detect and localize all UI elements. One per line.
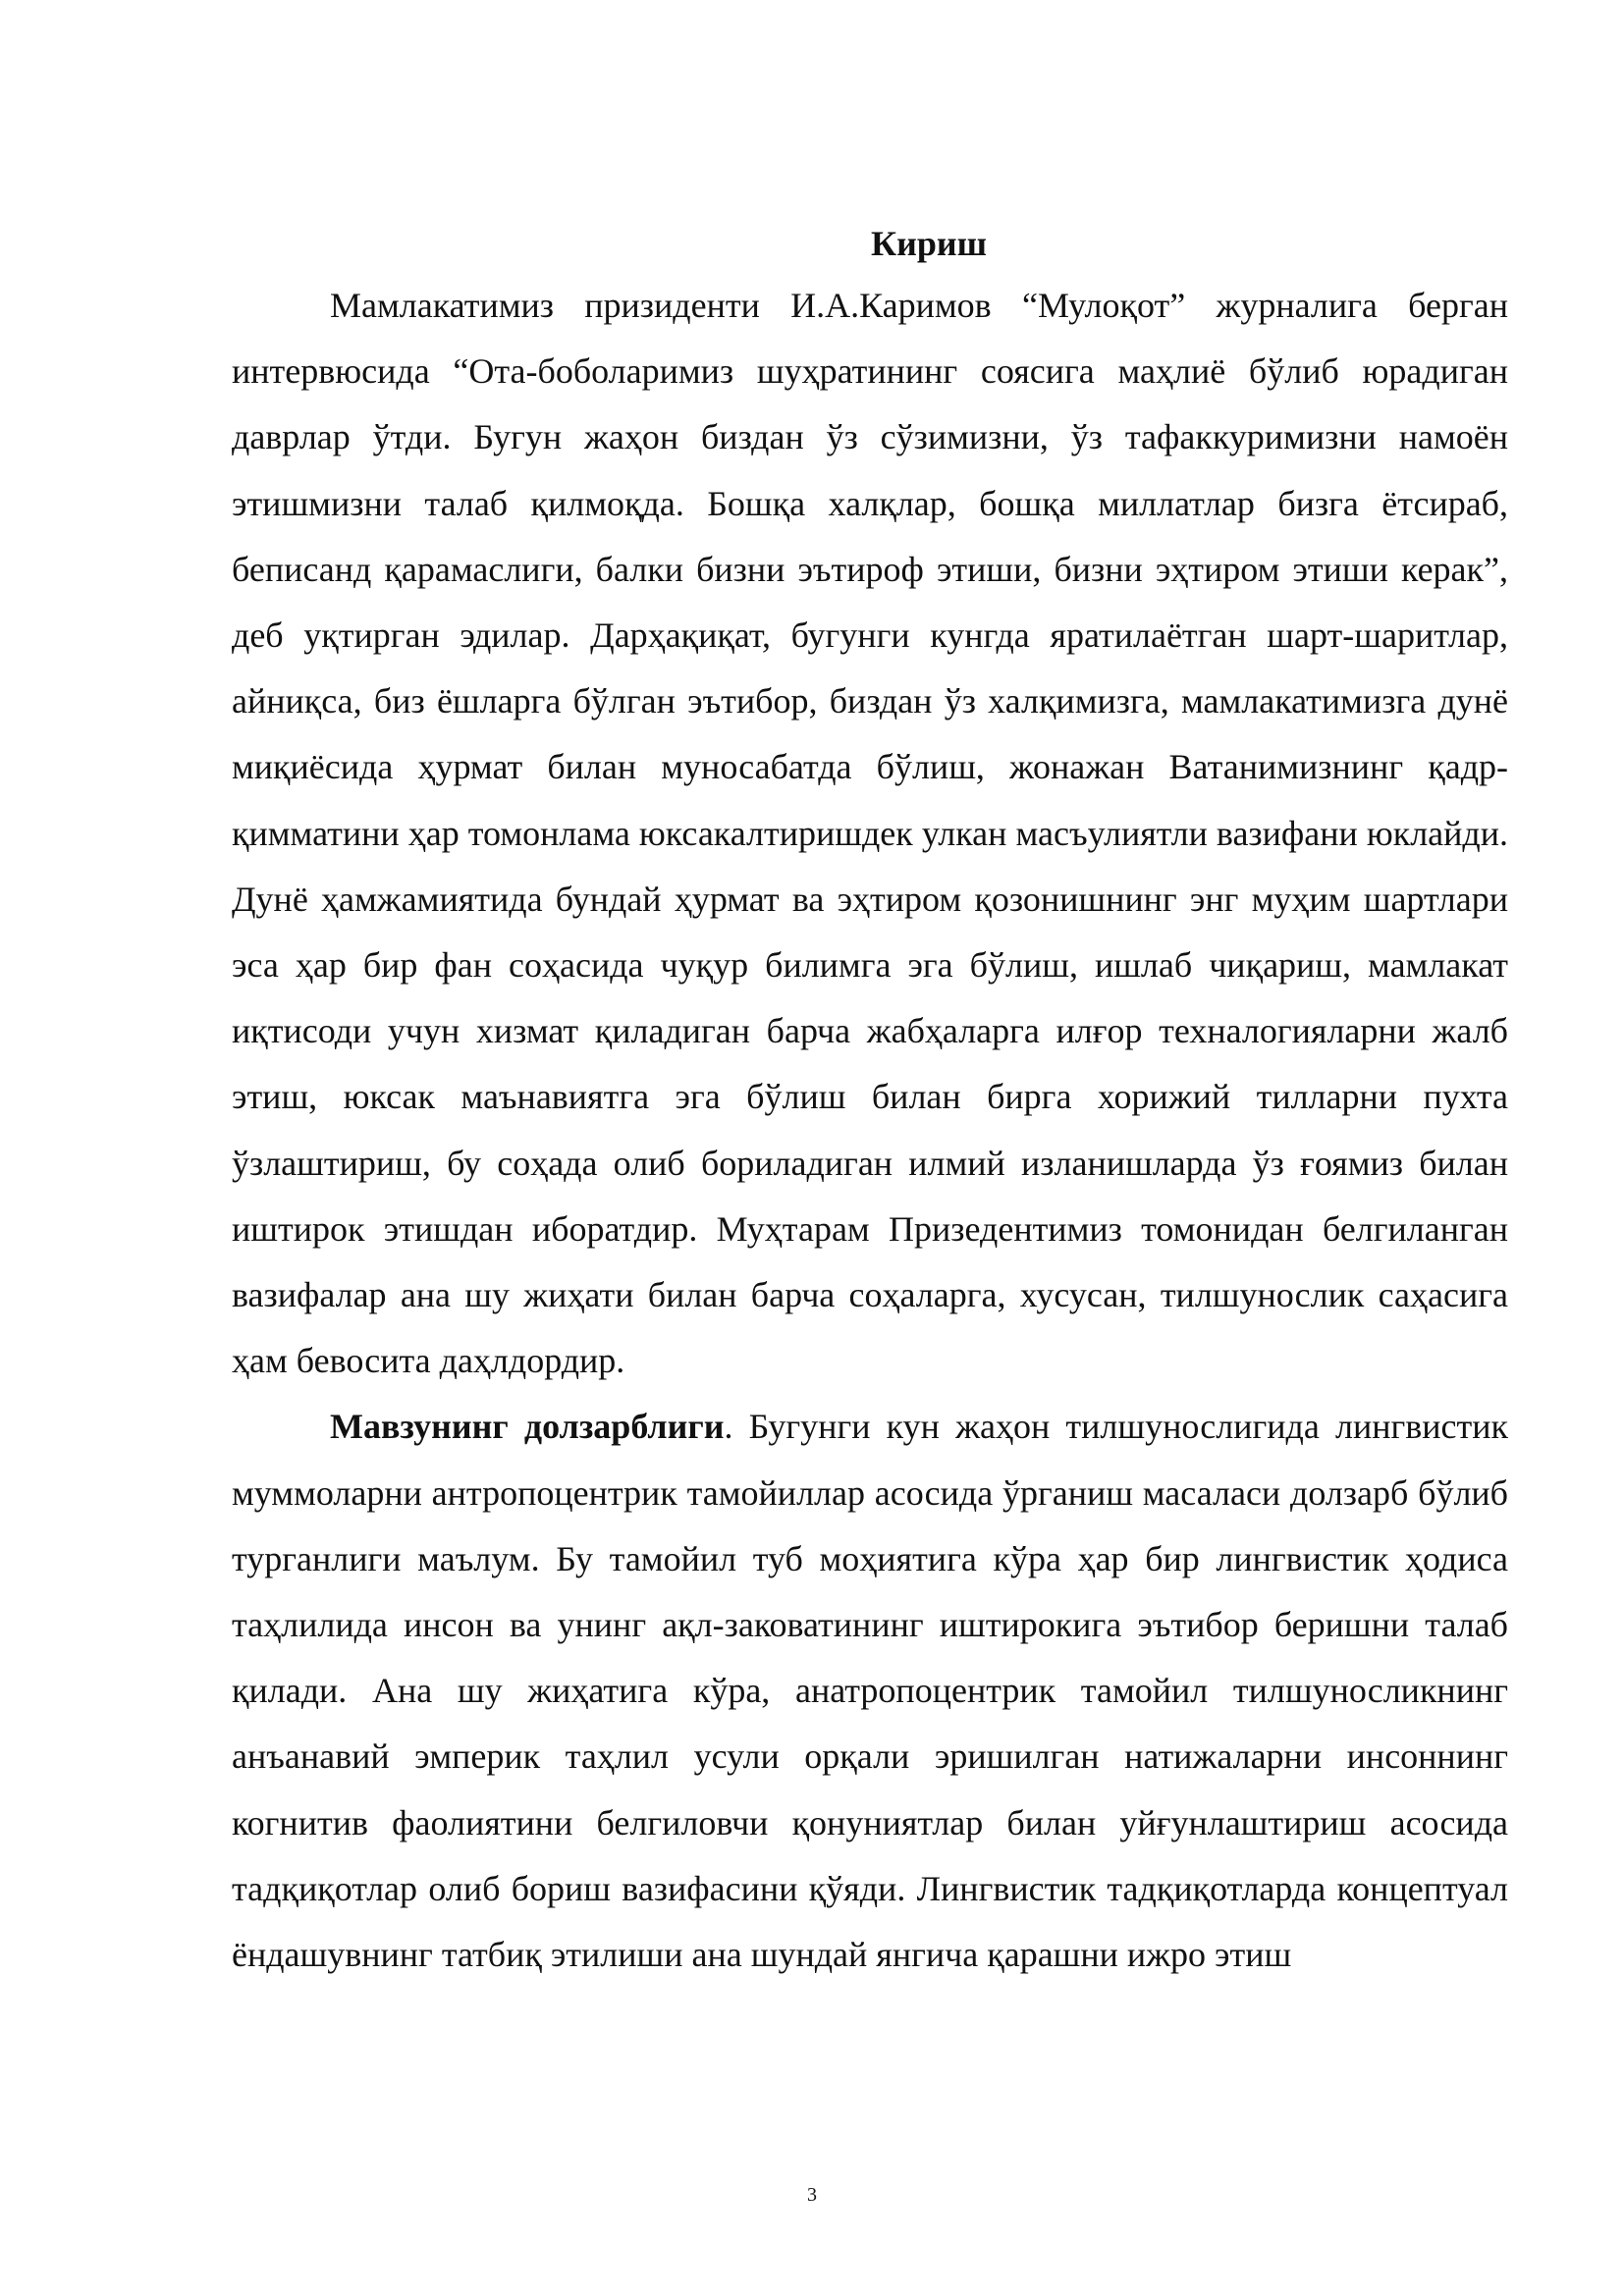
relevance-heading: Мавзунинг долзарблиги bbox=[330, 1407, 725, 1447]
intro-paragraph: Мамлакатимиз призиденти И.А.Каримов “Мулоқот” журналига берган интервюсида “Ота-боболаримиз шуҳратининг соясига маҳлиё бўлиб юрадиган даврлар ўтди. Бугун жаҳон биздан ўз сўзимизни, ўз тафаккуримизни намоён этишмизни талаб қилмоқда. Бошқа халқлар, бошқа миллатлар бизга ётсираб, беписанд қарамаслиги, балки бизни эътироф этиши, бизни эҳтиром этиши керак”, деб уқтирган эдилар. Дарҳақиқат, бугунги кунгда яратилаётган шарт-шаритлар, айниқса, биз ёшларга бўлган эътибор, биздан ўз халқимизга, мамлакатимизга дунё миқиёсида ҳурмат билан муносабатда бўлиш, жонажан Ватанимизнинг қадр-қимматини ҳар томонлама юксакалтиришдек улкан масъулиятли вазифани юклайди. Дунё ҳамжамиятида бундай ҳурмат ва эҳтиром қозонишнинг энг муҳим шартлари эса ҳар бир фан соҳасида чуқур билимга эга бўлиш, ишлаб чиқариш, мамлакат иқтисоди учун хизмат қиладиган барча жабҳаларга илғор техналогияларни жалб этиш, юксак маънавиятга эга бўлиш билан бирга хорижий тилларни пухта ўзлаштириш, бу соҳада олиб бориладиган илмий изланишларда ўз ғоямиз билан иштирок этишдан иборатдир. Муҳтарам Призедентимиз томонидан белгиланган вазифалар ана шу жиҳати билан барча соҳаларга, хусусан, тилшунослик саҳасига ҳам бевосита даҳлдордир. bbox=[232, 286, 1508, 1381]
document-page bbox=[232, 214, 1508, 1988]
relevance-paragraph bbox=[232, 1394, 1508, 1988]
page-number: 3 bbox=[807, 2184, 817, 2206]
page-title: Кириш bbox=[870, 224, 987, 263]
relevance-body: . Бугунги кун жаҳон тилшунослигида лингвистик муммоларни антропоцентрик тамойиллар асосида ўрганиш масаласи долзарб бўлиб турганлиги маълум. Бу тамойил туб моҳиятига кўра ҳар бир лингвистик ҳодиса таҳлилида инсон ва унинг ақл-заковатининг иштирокига эътибор беришни талаб қилади. Ана шу жиҳатига кўра, анатропоцентрик тамойил тилшуносликнинг анъанавий эмперик таҳлил усули орқали эришилган натижаларни инсоннинг когнитив фаолиятини белгиловчи қонуниятлар билан уйғунлаштириш асосида тадқиқотлар олиб бориш вазифасини қўяди. Лингвистик тадқиқотларда концептуал ёндашувнинг татбиқ этилиши ана шундай янгича қарашни ижро этиш bbox=[232, 1407, 1508, 1975]
